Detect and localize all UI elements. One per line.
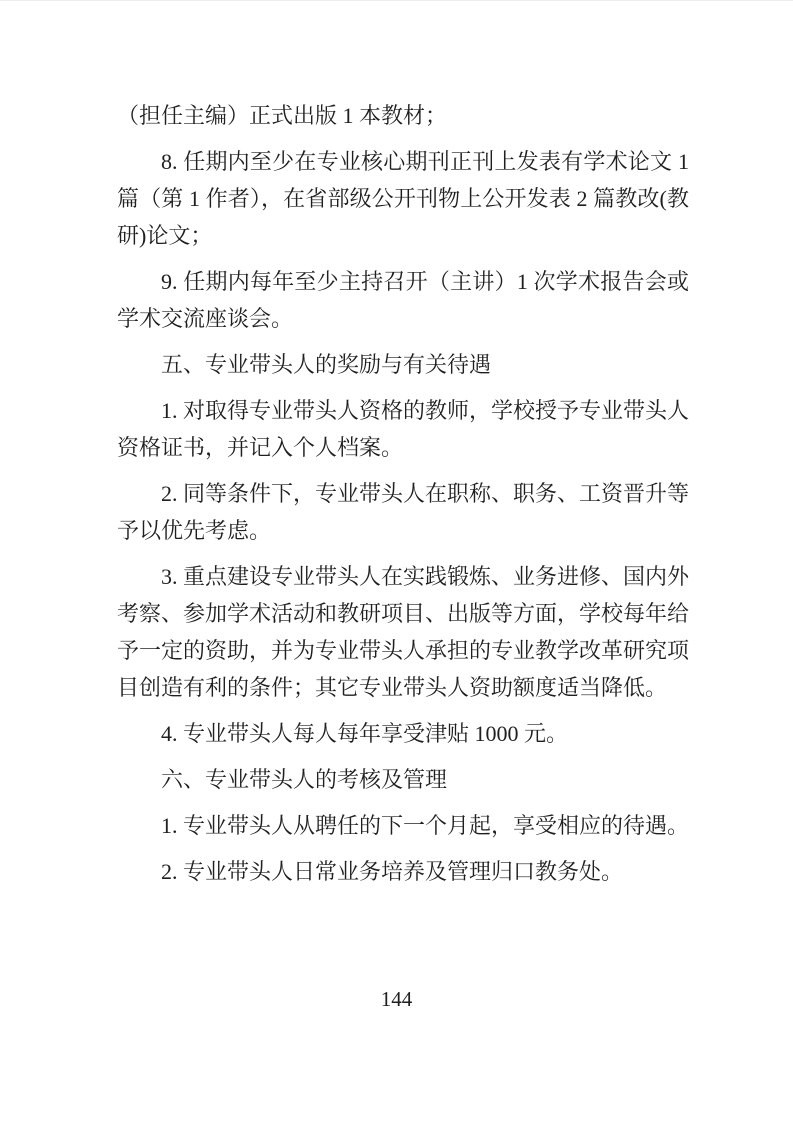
- paragraph-section5-item-2: 2. 同等条件下，专业带头人在职称、职务、工资晋升等予以优先考虑。: [117, 481, 690, 543]
- paragraph-section5-item-1: 1. 对取得专业带头人资格的教师，学校授予专业带头人资格证书，并记入个人档案。: [117, 398, 690, 460]
- paragraph-section5-item-4: 4. 专业带头人每人每年享受津贴 1000 元。: [161, 721, 569, 746]
- section-heading-five: 五、专业带头人的奖励与有关待遇: [161, 352, 492, 377]
- paragraph-item-9: 9. 任期内每年至少主持召开（主讲）1 次学术报告会或学术交流座谈会。: [117, 269, 689, 331]
- paragraph-item-8: 8. 任期内至少在专业核心期刊正刊上发表有学术论文 1 篇（第 1 作者），在省部级公开刊物上公开发表 2 篇教改(教研)论文；: [117, 149, 689, 248]
- document-body: [117, 97, 689, 899]
- paragraph-section6-item-1: 1. 专业带头人从聘任的下一个月起，享受相应的待遇。: [161, 813, 690, 838]
- paragraph-section5-item-3: 3. 重点建设专业带头人在实践锻炼、业务进修、国内外考察、参加学术活动和教研项目、出版等方面，学校每年给予一定的资助，并为专业带头人承担的专业教学改革研究项目创造有利的条件；其它专业带头人资助额度适当降低。: [117, 564, 690, 700]
- page-number: 144: [380, 987, 413, 1011]
- paragraph-section6-item-2: 2. 专业带头人日常业务培养及管理归口教务处。: [161, 859, 624, 884]
- section-heading-six: 六、专业带头人的考核及管理: [161, 767, 448, 792]
- paragraph-continuation: （担任主编）正式出版 1 本教材；: [117, 103, 448, 128]
